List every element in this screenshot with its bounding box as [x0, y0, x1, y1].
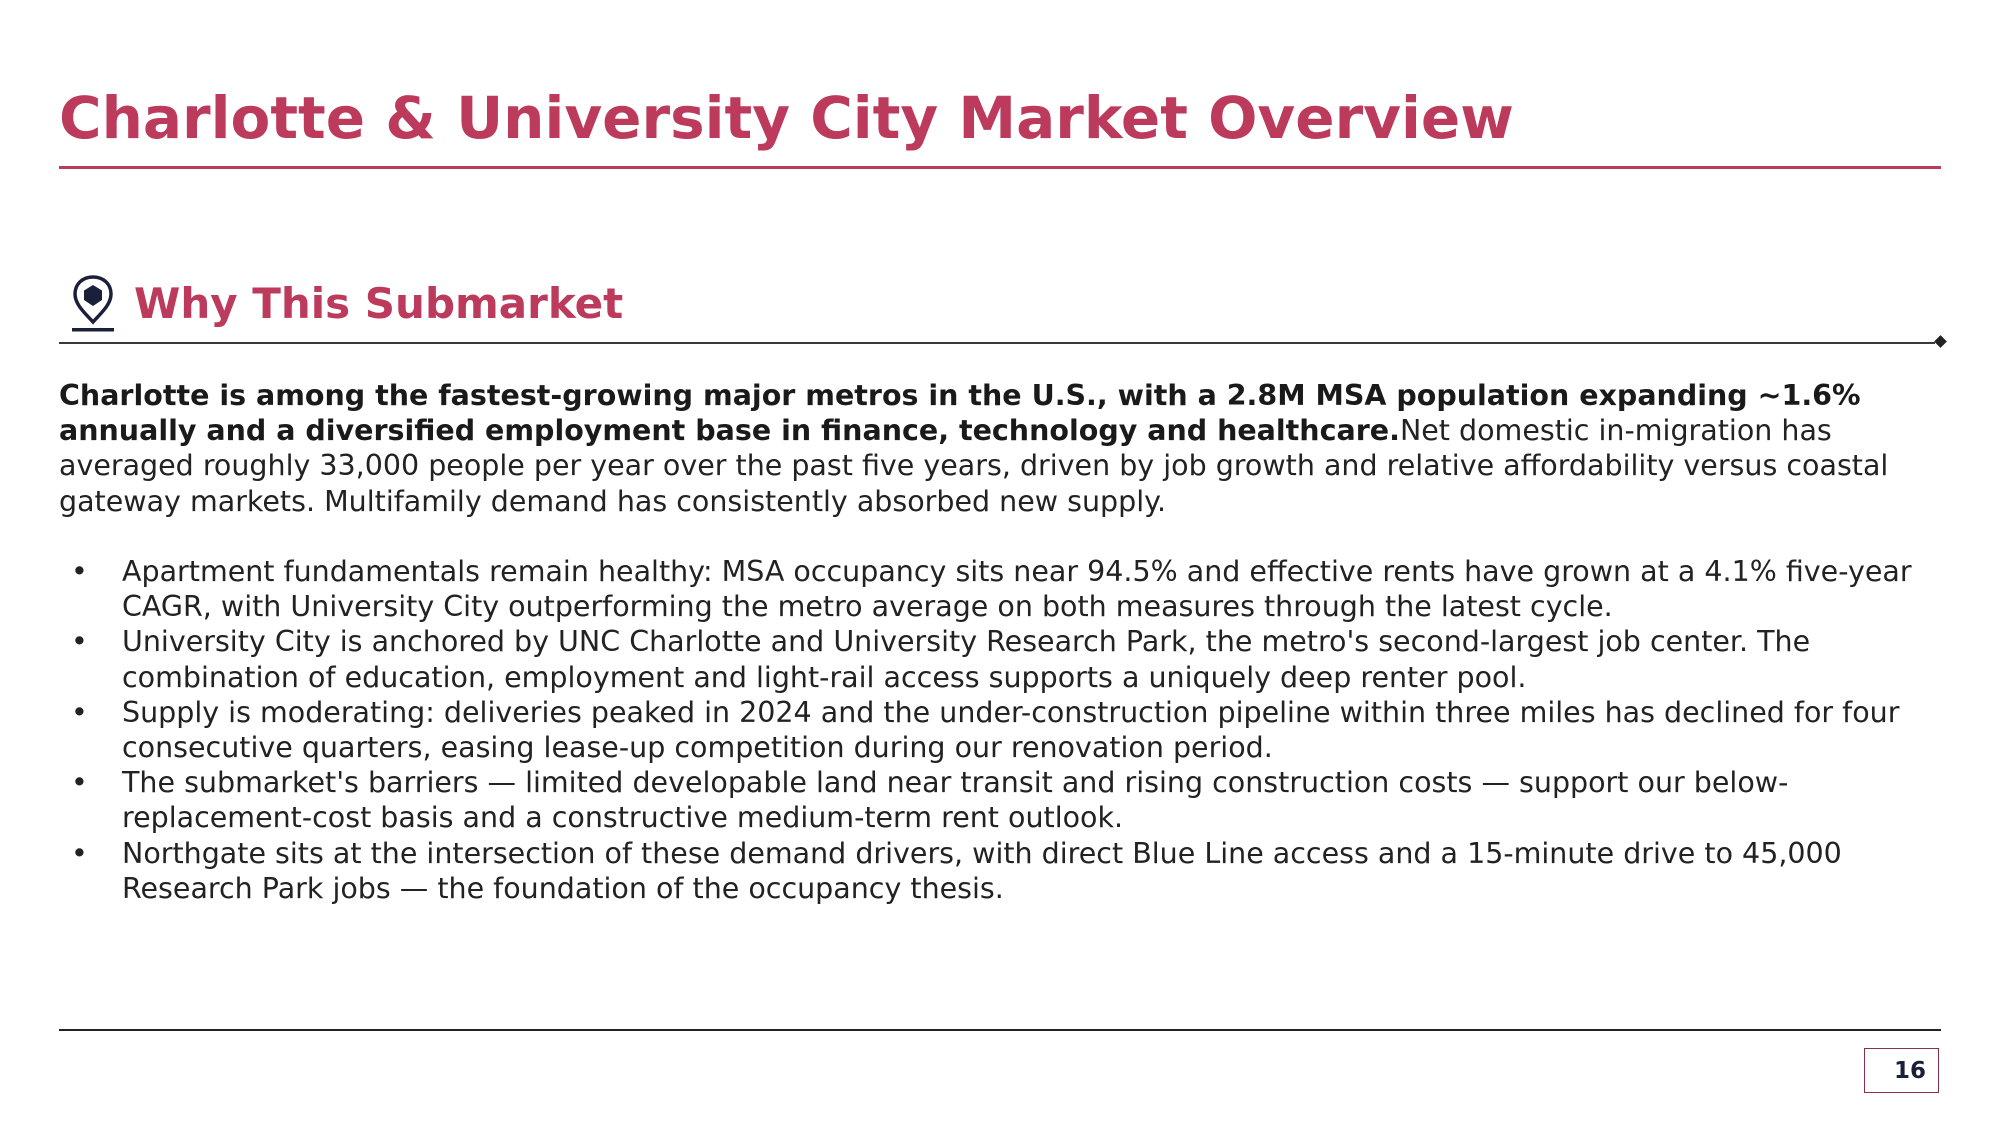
section-title: Why This Submarket: [134, 279, 624, 328]
list-item-text: Apartment fundamentals remain healthy: MSA occupancy sits near 94.5% and effective rents have grown at a 4.1% five-year CAGR, with University City outperforming the metro average on both measures through the latest cycle.: [122, 555, 1912, 624]
bullet-marker: •: [71, 695, 88, 729]
list-item-text: Supply is moderating: deliveries peaked in 2024 and the under-construction pipeline within three miles has declined for four consecutive quarters, easing lease-up competition during our renovation period.: [122, 695, 1900, 765]
intro-paragraph: [59, 378, 1949, 519]
section-divider: [59, 342, 1935, 344]
list-item-text: University City is anchored by UNC Charlotte and University Research Park, the metro's second-largest job center. The combination of education, employment and light-rail access supports a uniquely deep renter pool.: [122, 625, 1811, 694]
intro-body: Net domestic in-migration has averaged roughly 33,000 people per year over the past five years, driven by job growth and relative affordability versus coastal gateway markets. Multifamily demand has consistently absorbed new supply.: [59, 414, 1889, 518]
bullet-marker: •: [71, 766, 88, 800]
bullet-list: [59, 554, 1949, 906]
diamond-icon: [1934, 335, 1947, 348]
footer-divider: [59, 1029, 1941, 1031]
page-number: 16: [1864, 1048, 1939, 1093]
section-header: [59, 270, 759, 334]
list-item: [59, 624, 1949, 694]
list-item: [59, 836, 1949, 906]
page-title: Charlotte & University City Market Overview: [59, 84, 1514, 152]
list-item: [59, 765, 1949, 835]
list-item-text: Northgate sits at the intersection of these demand drivers, with direct Blue Line access and a 15-minute drive to 45,000 Research Park jobs — the foundation of the occupancy thesis.: [122, 836, 1842, 905]
bullet-marker: •: [71, 836, 88, 870]
list-item-text: The submarket's barriers — limited developable land near transit and rising construction costs — support our below-replacement-cost basis and a constructive medium-term rent outlook.: [122, 766, 1789, 835]
map-pin-icon: [71, 274, 115, 334]
bullet-marker: •: [71, 625, 88, 659]
intro-lead: Charlotte is among the fastest-growing major metros in the U.S., with a 2.8M MSA population expanding ~1.6% annually and a diversified employment base in finance, technology and healthcare.: [59, 379, 1861, 448]
bullet-marker: •: [71, 555, 88, 588]
list-item: [59, 554, 1949, 624]
list-item: [59, 695, 1949, 765]
title-divider: [59, 166, 1941, 169]
